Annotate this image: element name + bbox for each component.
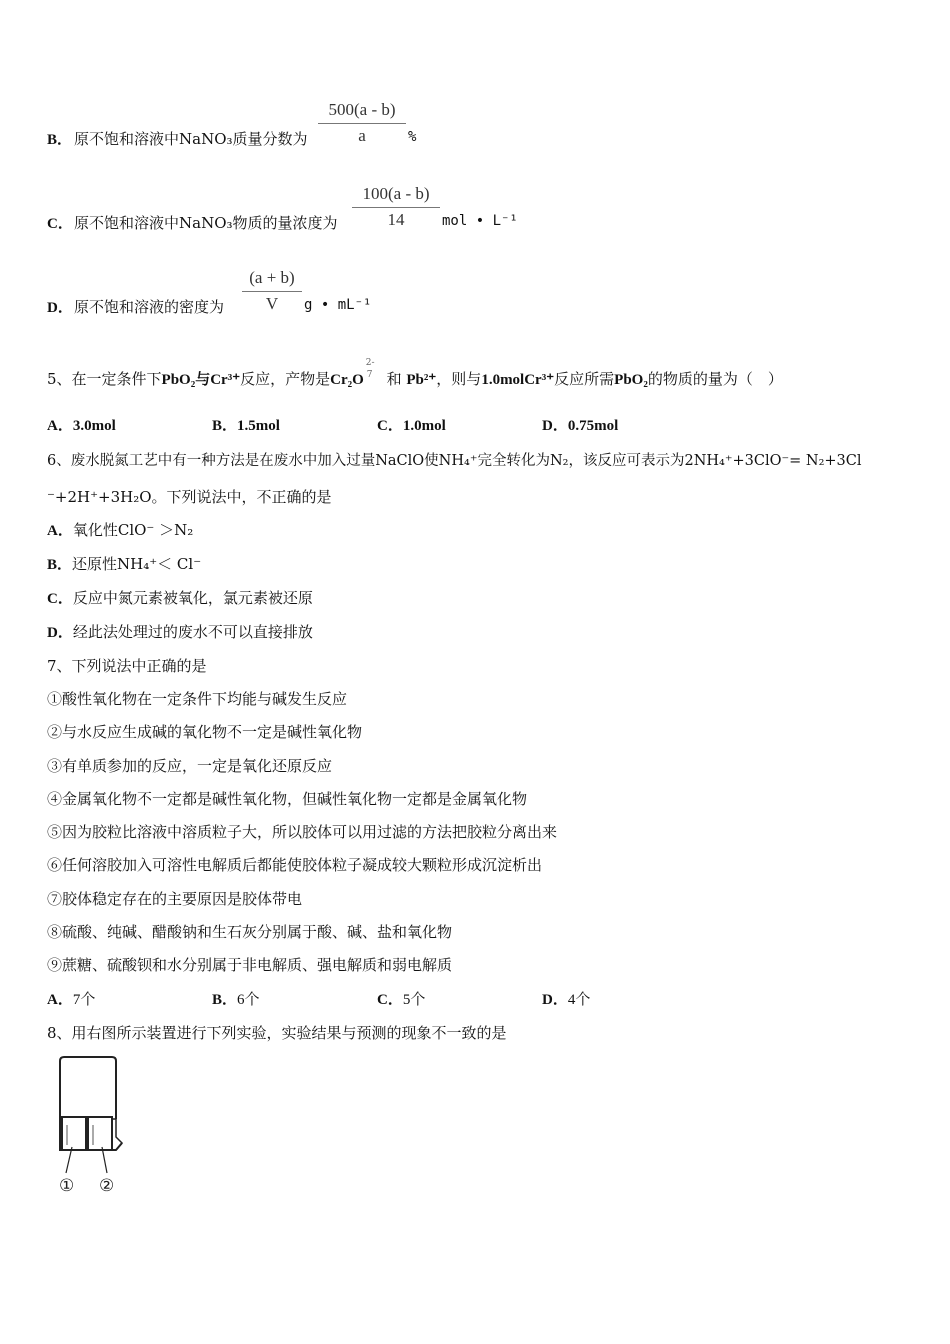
q5-stem-part: 1.0molCr³⁺ (481, 372, 555, 388)
q5-stem-part: Pb²⁺ (406, 372, 437, 388)
option-text: 原不饱和溶液的密度为 (74, 298, 225, 316)
q5-stem-part: PbO₂与 (161, 372, 211, 388)
beaker-2 (88, 1117, 112, 1150)
fraction-denominator: a (358, 126, 366, 145)
q6-stem-line1: 6、废水脱氮工艺中有一种方法是在废水中加入过量NaClO使NH₄⁺完全转化为N₂，该反应可表示为2NH₄⁺+3ClO⁻= N₂+3Cl (47, 453, 862, 469)
unit: % (408, 129, 417, 145)
q7-item: ⑥任何溶胶加入可溶性电解质后都能使胶体粒子凝成较大颗粒形成沉淀析出 (47, 856, 543, 874)
option-label: B． (47, 132, 73, 148)
q6-option-d: D．经此法处理过的废水不可以直接排放 (47, 623, 313, 641)
fraction-numerator: 500(a - b) (328, 100, 396, 119)
q5-stem (47, 358, 783, 389)
q7-item: ⑤因为胶粒比溶液中溶质粒子大，所以胶体可以用过滤的方法把胶粒分离出来 (47, 823, 558, 841)
fraction-numerator: 100(a - b) (362, 184, 430, 203)
q6-stem-line2: ⁻+2H⁺+3H₂O。下列说法中，不正确的是 (47, 488, 332, 506)
q5-stem-part: 的物质的量为（ ） (647, 370, 783, 388)
fraction-denominator: V (265, 294, 279, 313)
fraction (242, 268, 302, 314)
q5-stem-part: Cr₂O (330, 372, 364, 388)
q5-option-b: B．1.5mol (212, 418, 280, 434)
q5-stem-part: 反应所需 (554, 370, 615, 388)
fraction (352, 184, 440, 230)
figure-label-1: ① (59, 1176, 75, 1196)
q7-item: ③有单质参加的反应，一定是氧化还原反应 (47, 757, 333, 775)
q7-item: ①酸性氧化物在一定条件下均能与碱发生反应 (47, 690, 348, 708)
q6-option-b: B．还原性NH₄⁺＜ Cl⁻ (47, 555, 202, 573)
fraction-numerator: (a + b) (249, 268, 295, 287)
option-label: D． (47, 300, 73, 316)
unit: g • mL⁻¹ (304, 297, 372, 313)
q5-option-d: D．0.75mol (542, 418, 619, 434)
q5-stem-part: 5、在一定条件下 (47, 370, 162, 388)
q5-superscript: 2- (365, 358, 375, 368)
q8-stem: 8、用右图所示装置进行下列实验，实验结果与预测的现象不一致的是 (47, 1024, 507, 1042)
q7-option-c: C．5个 (377, 992, 426, 1008)
q5-stem-part: Cr³⁺ (210, 372, 241, 388)
q5-option-a: A．3.0mol (47, 418, 116, 434)
unit: mol • L⁻¹ (442, 213, 518, 229)
q5-option-c: C．1.0mol (377, 418, 446, 434)
q7-option-a: A．7个 (47, 992, 96, 1008)
q7-item: ②与水反应生成碱的氧化物不一定是碱性氧化物 (47, 723, 363, 741)
option-text: 原不饱和溶液中NaNO₃质量分数为 (74, 130, 308, 148)
q6-option-c: C．反应中氮元素被氧化，氯元素被还原 (47, 589, 313, 607)
q7-option-b: B．6个 (212, 992, 260, 1008)
apparatus-figure (50, 1055, 135, 1200)
fraction (318, 100, 406, 146)
option-text: 原不饱和溶液中NaNO₃物质的量浓度为 (74, 214, 338, 232)
figure-label-2: ② (99, 1176, 115, 1196)
q7-item: ④金属氧化物不一定都是碱性氧化物，但碱性氧化物一定都是金属氧化物 (47, 790, 528, 808)
q5-subscript: 7 (366, 370, 373, 380)
q6-option-a: A．氧化性ClO⁻ ＞N₂ (47, 521, 194, 539)
q5-stem-part: PbO₂ (614, 372, 648, 388)
container-outline (60, 1057, 116, 1119)
q5-stem-part: ，则与 (436, 370, 482, 388)
fraction-denominator: 14 (387, 210, 405, 229)
option-label: C． (47, 216, 73, 232)
q7-stem: 7、下列说法中正确的是 (47, 657, 207, 675)
q7-item: ⑧硫酸、纯碱、醋酸钠和生石灰分别属于酸、碱、盐和氧化物 (47, 923, 453, 941)
q7-item: ⑦胶体稳定存在的主要原因是胶体带电 (47, 890, 303, 908)
q7-option-d: D．4个 (542, 992, 591, 1008)
q5-stem-part: 反应，产物是 (240, 370, 331, 388)
q7-item: ⑨蔗糖、硫酸钡和水分别属于非电解质、强电解质和弱电解质 (47, 956, 453, 974)
q5-stem-part: 和 (386, 370, 402, 388)
beaker-1 (62, 1117, 86, 1150)
